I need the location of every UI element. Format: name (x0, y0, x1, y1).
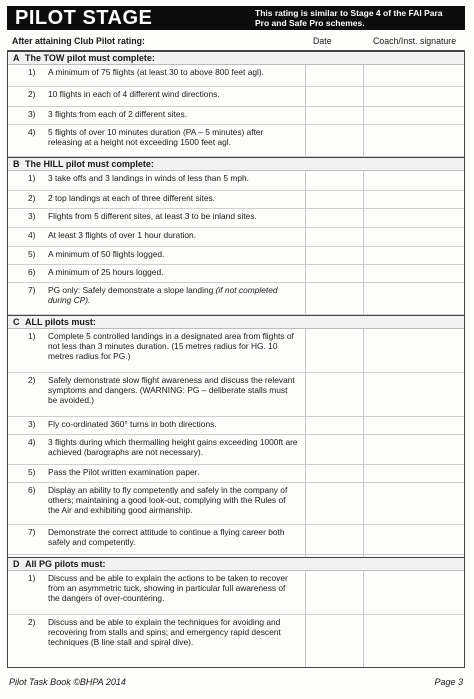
intro-label: After attaining Club Pilot rating: (12, 36, 145, 46)
list-item: 4) At least 3 flights of over 1 hour duration. (8, 228, 464, 247)
list-item: 3) Fly co-ordinated 360° turns in both directions. (8, 417, 464, 435)
page-title: PILOT STAGE (15, 7, 153, 29)
list-item: 2) Safely demonstrate slow flight awareness and discuss the relevant symptoms and dangers. (WARNING: PG – deliberate stalls must be avoided.) (8, 373, 464, 417)
section-d-heading: D All PG pilots must: (8, 557, 464, 571)
list-item: 2) Discuss and be able to explain the techniques for avoiding and recovering from stalls and spins; and emergency rapid descent techniques (B line stall and spiral dive). (28, 617, 281, 648)
list-item: 2) 2 top landings at each of three different sites. (8, 191, 464, 209)
requirements-table (7, 50, 465, 668)
list-item: 1) 3 take offs and 3 landings in winds of less than 5 mph. (8, 171, 464, 191)
section-b-heading: B The HILL pilot must complete: (8, 157, 464, 171)
list-item: 1) Discuss and be able to explain the actions to be taken to recover from an asymmetric tuck, showing in particular full awareness of the dangers of over-countering. (8, 571, 464, 615)
column-header-row (7, 35, 465, 49)
page-footer (7, 675, 465, 691)
list-item: 4) 3 flights during which thermalling height gains exceeding 1000ft are achieved (barographs are not necessary). (8, 435, 464, 465)
section-a-heading: A The TOW pilot must complete: (8, 51, 464, 65)
section-c-heading: C ALL pilots must: (8, 315, 464, 329)
page-number: Page 3 (434, 677, 463, 687)
list-item: 7) PG only: Safely demonstrate a slope landing (if not completed during CP). (8, 283, 464, 315)
date-column-header: Date (313, 36, 332, 46)
list-item: 3) Flights from 5 different sites, at least 3 to be inland sites. (8, 209, 464, 228)
page-header (7, 6, 465, 30)
signature-column-header: Coach/Inst. signature (373, 36, 457, 46)
list-item: 5) Pass the Pilot written examination paper. (8, 465, 464, 483)
list-item: 3) 3 flights from each of 2 different sites. (8, 107, 464, 125)
list-item: 6) A minimum of 25 hours logged. (8, 265, 464, 283)
list-item: 1) A minimum of 75 flights (at least 30 to above 800 feet agl). (8, 65, 464, 87)
list-item: 4) 5 flights of over 10 minutes duration (PA – 5 minutes) after releasing at a height not exceeding 1500 feet agl. (8, 125, 464, 157)
rating-note: This rating is similar to Stage 4 of the FAI Para Pro and Safe Pro schemes. (255, 8, 443, 28)
list-item: 5) A minimum of 50 flights logged. (8, 247, 464, 265)
list-item: 1) Complete 5 controlled landings in a designated area from flights of not less than 3 minutes duration. (15 metres radius for HG. 10 metres radius for PG.) (8, 329, 464, 373)
list-item: 6) Display an ability to fly competently and safely in the company of others; maintaining a good look-out, complying with the Rules of the Air and exhibiting good airmanship. (8, 483, 464, 525)
footer-copyright: Pilot Task Book ©BHPA 2014 (9, 677, 126, 687)
list-item: 2) 10 flights in each of 4 different wind directions. (8, 87, 464, 107)
list-item: 7) Demonstrate the correct attitude to continue a flying career both safely and competently. (8, 525, 464, 555)
